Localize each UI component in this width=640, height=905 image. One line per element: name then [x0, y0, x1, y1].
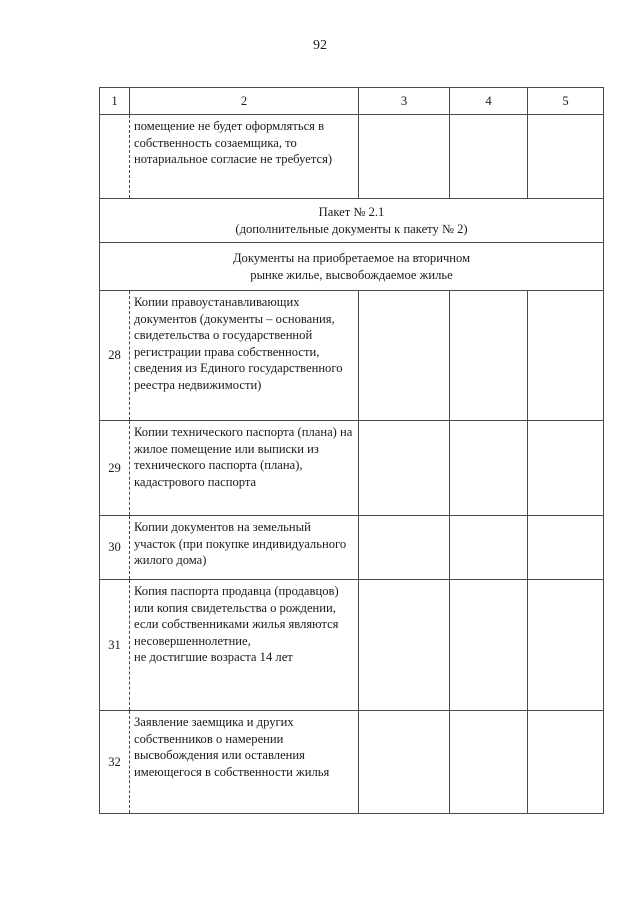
row-number: 28	[100, 291, 130, 421]
table-row	[100, 291, 604, 421]
row-description-text: Копия паспорта продавца (продавцов) или копия свидетельства о рождении, если собственниками жилья являются несовершеннолетние,	[134, 584, 339, 648]
row-description: Заявление заемщика и других собственников о намерении высвобождения или оставления имеющегося в собственности жилья	[130, 711, 359, 814]
row-cell-5	[528, 291, 604, 421]
row-cell-4	[450, 711, 528, 814]
column-header-1: 1	[100, 88, 130, 115]
row-cell-3	[359, 421, 450, 516]
table-row	[100, 580, 604, 711]
row-number-cell	[100, 115, 130, 199]
table-row	[100, 516, 604, 580]
column-header-2: 2	[130, 88, 359, 115]
row-description: Копии правоустанавливающих документов (документы – основания, свидетельства о государственной регистрации права собственности, сведения из Единого государственного реестра недвижимости)	[130, 291, 359, 421]
row-cell-3	[359, 115, 450, 199]
package-subtitle: (дополнительные документы к пакету № 2)	[235, 221, 468, 236]
row-number: 30	[100, 516, 130, 580]
page-number: 92	[313, 38, 327, 53]
row-cell-5	[528, 580, 604, 711]
table-header-row	[100, 88, 604, 115]
row-cell-3	[359, 516, 450, 580]
table-row	[100, 711, 604, 814]
documents-table	[99, 87, 604, 814]
row-number: 31	[100, 580, 130, 711]
row-cell-3	[359, 291, 450, 421]
column-header-3: 3	[359, 88, 450, 115]
row-number: 29	[100, 421, 130, 516]
column-header-5: 5	[528, 88, 604, 115]
section-heading	[100, 243, 604, 291]
package-heading-row	[100, 199, 604, 243]
table-row-continuation	[100, 115, 604, 199]
package-heading	[100, 199, 604, 243]
row-description: Копии технического паспорта (плана) на жилое помещение или выписки из технического паспорта (плана), кадастрового паспорта	[130, 421, 359, 516]
section-heading-line-2: рынке жилье, высвобождаемое жилье	[250, 267, 453, 282]
row-cell-5	[528, 421, 604, 516]
row-cell-5	[528, 516, 604, 580]
row-cell-3	[359, 580, 450, 711]
row-cell-4	[450, 421, 528, 516]
table-row	[100, 421, 604, 516]
section-heading-line-1: Документы на приобретаемое на вторичном	[232, 251, 471, 265]
column-header-4: 4	[450, 88, 528, 115]
package-title: Пакет № 2.1	[318, 205, 385, 219]
row-cell-5	[528, 115, 604, 199]
row-description: помещение не будет оформляться в собственность созаемщика, то нотариальное согласие не требуется)	[130, 115, 359, 199]
row-cell-3	[359, 711, 450, 814]
row-cell-4	[450, 580, 528, 711]
row-cell-5	[528, 711, 604, 814]
row-cell-4	[450, 291, 528, 421]
row-description-text-line-2: не достигшие возраста 14 лет	[134, 650, 293, 664]
row-description	[130, 580, 359, 711]
row-number: 32	[100, 711, 130, 814]
row-description: Копии документов на земельный участок (при покупке индивидуального жилого дома)	[130, 516, 359, 580]
row-cell-4	[450, 115, 528, 199]
row-cell-4	[450, 516, 528, 580]
section-heading-row	[100, 243, 604, 291]
